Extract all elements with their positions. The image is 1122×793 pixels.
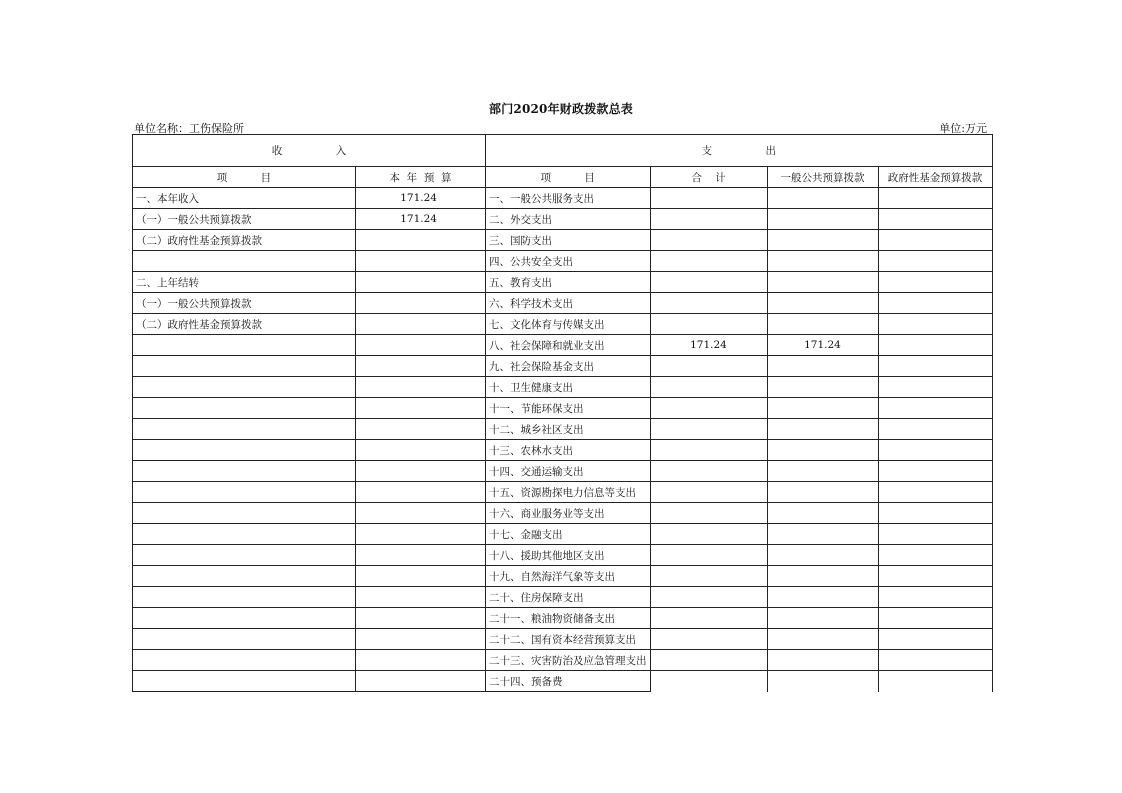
- table-row: [133, 524, 993, 545]
- table-row: [133, 356, 993, 377]
- expense-item-cell: 十、卫生健康支出: [486, 377, 651, 398]
- income-item-cell: [133, 524, 356, 545]
- table-row: [133, 608, 993, 629]
- expense-item-cell: 八、社会保障和就业支出: [486, 335, 651, 356]
- gov-fund-cell: [878, 566, 992, 587]
- general-budget-cell: [767, 608, 878, 629]
- gov-fund-cell: [878, 314, 992, 335]
- income-budget-cell: [356, 230, 486, 251]
- general-budget-cell: [767, 209, 878, 230]
- table-row: [133, 671, 993, 692]
- income-item-cell: 一、本年收入: [133, 188, 356, 209]
- expense-item-cell: 二十一、粮油物资储备支出: [486, 608, 651, 629]
- income-item-cell: [133, 356, 356, 377]
- table-row: [133, 314, 993, 335]
- table-row: [133, 293, 993, 314]
- income-item-cell: [133, 545, 356, 566]
- income-budget-cell: [356, 377, 486, 398]
- gov-fund-cell: [878, 377, 992, 398]
- expense-item-cell: 十七、金融支出: [486, 524, 651, 545]
- gov-fund-cell: [878, 293, 992, 314]
- income-item-cell: [133, 419, 356, 440]
- table-row: [133, 503, 993, 524]
- total-cell: [650, 566, 767, 587]
- table-row: [133, 482, 993, 503]
- total-cell: [650, 461, 767, 482]
- income-budget-cell: [356, 335, 486, 356]
- budget-table: [132, 134, 993, 692]
- income-item-cell: [133, 251, 356, 272]
- income-item-cell: [133, 482, 356, 503]
- col-general-budget: 一般公共预算拨款: [767, 167, 878, 188]
- gov-fund-cell: [878, 356, 992, 377]
- col-income-budget: 本 年 预 算: [356, 167, 486, 188]
- expense-item-cell: 七、文化体育与传媒支出: [486, 314, 651, 335]
- col-gov-fund: 政府性基金预算拨款: [878, 167, 992, 188]
- expense-item-cell: 十八、援助其他地区支出: [486, 545, 651, 566]
- general-budget-cell: [767, 419, 878, 440]
- total-cell: [650, 314, 767, 335]
- table-row: [133, 545, 993, 566]
- gov-fund-cell: [878, 209, 992, 230]
- expense-item-cell: 十一、节能环保支出: [486, 398, 651, 419]
- income-budget-cell: [356, 524, 486, 545]
- total-cell: [650, 482, 767, 503]
- expense-item-cell: 十九、自然海洋气象等支出: [486, 566, 651, 587]
- general-budget-cell: [767, 524, 878, 545]
- table-row: [133, 566, 993, 587]
- expense-item-cell: 二十四、预备费: [486, 671, 651, 692]
- general-budget-cell: [767, 461, 878, 482]
- income-item-cell: （二）政府性基金预算拨款: [133, 314, 356, 335]
- col-expense-item: 项 目: [486, 167, 651, 188]
- total-cell: 171.24: [650, 335, 767, 356]
- income-item-cell: [133, 629, 356, 650]
- table-row: [133, 461, 993, 482]
- gov-fund-cell: [878, 251, 992, 272]
- total-cell: [650, 398, 767, 419]
- col-income-item: 项 目: [133, 167, 356, 188]
- gov-fund-cell: [878, 587, 992, 608]
- total-cell: [650, 440, 767, 461]
- expense-header: 支 出: [486, 135, 993, 167]
- general-budget-cell: [767, 587, 878, 608]
- expense-item-cell: 六、科学技术支出: [486, 293, 651, 314]
- general-budget-cell: 171.24: [767, 335, 878, 356]
- income-budget-cell: [356, 356, 486, 377]
- total-cell: [650, 272, 767, 293]
- income-item-cell: [133, 587, 356, 608]
- income-budget-cell: 171.24: [356, 188, 486, 209]
- income-item-cell: [133, 650, 356, 671]
- income-budget-cell: [356, 440, 486, 461]
- table-row: [133, 377, 993, 398]
- income-budget-cell: [356, 671, 486, 692]
- unit-label: 单位:万元: [939, 122, 987, 135]
- income-budget-cell: [356, 293, 486, 314]
- income-item-cell: [133, 671, 356, 692]
- total-cell: [650, 608, 767, 629]
- gov-fund-cell: [878, 440, 992, 461]
- report-title: 部门2020年财政拨款总表: [489, 102, 633, 116]
- income-item-cell: （二）政府性基金预算拨款: [133, 230, 356, 251]
- gov-fund-cell: [878, 419, 992, 440]
- gov-fund-cell: [878, 461, 992, 482]
- income-item-cell: [133, 440, 356, 461]
- expense-item-cell: 二十、住房保障支出: [486, 587, 651, 608]
- table-row: [133, 587, 993, 608]
- general-budget-cell: [767, 671, 878, 692]
- general-budget-cell: [767, 377, 878, 398]
- general-budget-cell: [767, 566, 878, 587]
- income-item-cell: [133, 335, 356, 356]
- table-row: [133, 335, 993, 356]
- income-item-cell: 二、上年结转: [133, 272, 356, 293]
- general-budget-cell: [767, 398, 878, 419]
- income-budget-cell: [356, 251, 486, 272]
- income-budget-cell: [356, 482, 486, 503]
- table-row: [133, 272, 993, 293]
- gov-fund-cell: [878, 482, 992, 503]
- income-budget-cell: [356, 503, 486, 524]
- expense-item-cell: 十二、城乡社区支出: [486, 419, 651, 440]
- expense-item-cell: 二、外交支出: [486, 209, 651, 230]
- table-row: [133, 440, 993, 461]
- income-budget-cell: [356, 650, 486, 671]
- expense-item-cell: 十五、资源勘探电力信息等支出: [486, 482, 651, 503]
- total-cell: [650, 503, 767, 524]
- expense-item-cell: 五、教育支出: [486, 272, 651, 293]
- gov-fund-cell: [878, 230, 992, 251]
- total-cell: [650, 251, 767, 272]
- gov-fund-cell: [878, 629, 992, 650]
- income-item-cell: [133, 461, 356, 482]
- general-budget-cell: [767, 272, 878, 293]
- total-cell: [650, 650, 767, 671]
- table-row: [133, 629, 993, 650]
- general-budget-cell: [767, 188, 878, 209]
- general-budget-cell: [767, 314, 878, 335]
- income-header: 收 入: [133, 135, 486, 167]
- income-budget-cell: 171.24: [356, 209, 486, 230]
- gov-fund-cell: [878, 272, 992, 293]
- income-budget-cell: [356, 587, 486, 608]
- total-cell: [650, 356, 767, 377]
- general-budget-cell: [767, 440, 878, 461]
- table-row: [133, 398, 993, 419]
- unit-name: 单位名称：工伤保险所: [134, 122, 244, 135]
- general-budget-cell: [767, 650, 878, 671]
- total-cell: [650, 545, 767, 566]
- header-row-columns: [133, 167, 993, 188]
- general-budget-cell: [767, 293, 878, 314]
- expense-item-cell: 三、国防支出: [486, 230, 651, 251]
- income-item-cell: [133, 377, 356, 398]
- total-cell: [650, 671, 767, 692]
- table-row: [133, 419, 993, 440]
- gov-fund-cell: [878, 524, 992, 545]
- total-cell: [650, 209, 767, 230]
- income-item-cell: [133, 566, 356, 587]
- gov-fund-cell: [878, 503, 992, 524]
- income-item-cell: （一）一般公共预算拨款: [133, 293, 356, 314]
- general-budget-cell: [767, 629, 878, 650]
- income-budget-cell: [356, 545, 486, 566]
- total-cell: [650, 293, 767, 314]
- expense-item-cell: 二十三、灾害防治及应急管理支出: [486, 650, 651, 671]
- expense-item-cell: 十四、交通运输支出: [486, 461, 651, 482]
- income-budget-cell: [356, 461, 486, 482]
- gov-fund-cell: [878, 188, 992, 209]
- income-budget-cell: [356, 314, 486, 335]
- expense-item-cell: 四、公共安全支出: [486, 251, 651, 272]
- general-budget-cell: [767, 230, 878, 251]
- income-budget-cell: [356, 419, 486, 440]
- general-budget-cell: [767, 545, 878, 566]
- gov-fund-cell: [878, 335, 992, 356]
- expense-item-cell: 二十二、国有资本经营预算支出: [486, 629, 651, 650]
- expense-item-cell: 十六、商业服务业等支出: [486, 503, 651, 524]
- table-row: [133, 251, 993, 272]
- expense-item-cell: 一、一般公共服务支出: [486, 188, 651, 209]
- income-item-cell: [133, 398, 356, 419]
- income-budget-cell: [356, 272, 486, 293]
- income-budget-cell: [356, 566, 486, 587]
- general-budget-cell: [767, 503, 878, 524]
- income-budget-cell: [356, 398, 486, 419]
- total-cell: [650, 419, 767, 440]
- general-budget-cell: [767, 482, 878, 503]
- total-cell: [650, 629, 767, 650]
- header-row-group: [133, 135, 993, 167]
- table-row: [133, 209, 993, 230]
- general-budget-cell: [767, 251, 878, 272]
- table-row: [133, 188, 993, 209]
- general-budget-cell: [767, 356, 878, 377]
- col-total: 合 计: [650, 167, 767, 188]
- total-cell: [650, 230, 767, 251]
- gov-fund-cell: [878, 608, 992, 629]
- gov-fund-cell: [878, 398, 992, 419]
- expense-item-cell: 十三、农林水支出: [486, 440, 651, 461]
- gov-fund-cell: [878, 545, 992, 566]
- gov-fund-cell: [878, 650, 992, 671]
- total-cell: [650, 188, 767, 209]
- table-row: [133, 230, 993, 251]
- total-cell: [650, 524, 767, 545]
- total-cell: [650, 587, 767, 608]
- expense-item-cell: 九、社会保险基金支出: [486, 356, 651, 377]
- income-item-cell: （一）一般公共预算拨款: [133, 209, 356, 230]
- income-item-cell: [133, 608, 356, 629]
- total-cell: [650, 377, 767, 398]
- income-budget-cell: [356, 608, 486, 629]
- table-row: [133, 650, 993, 671]
- income-item-cell: [133, 503, 356, 524]
- income-budget-cell: [356, 629, 486, 650]
- gov-fund-cell: [878, 671, 992, 692]
